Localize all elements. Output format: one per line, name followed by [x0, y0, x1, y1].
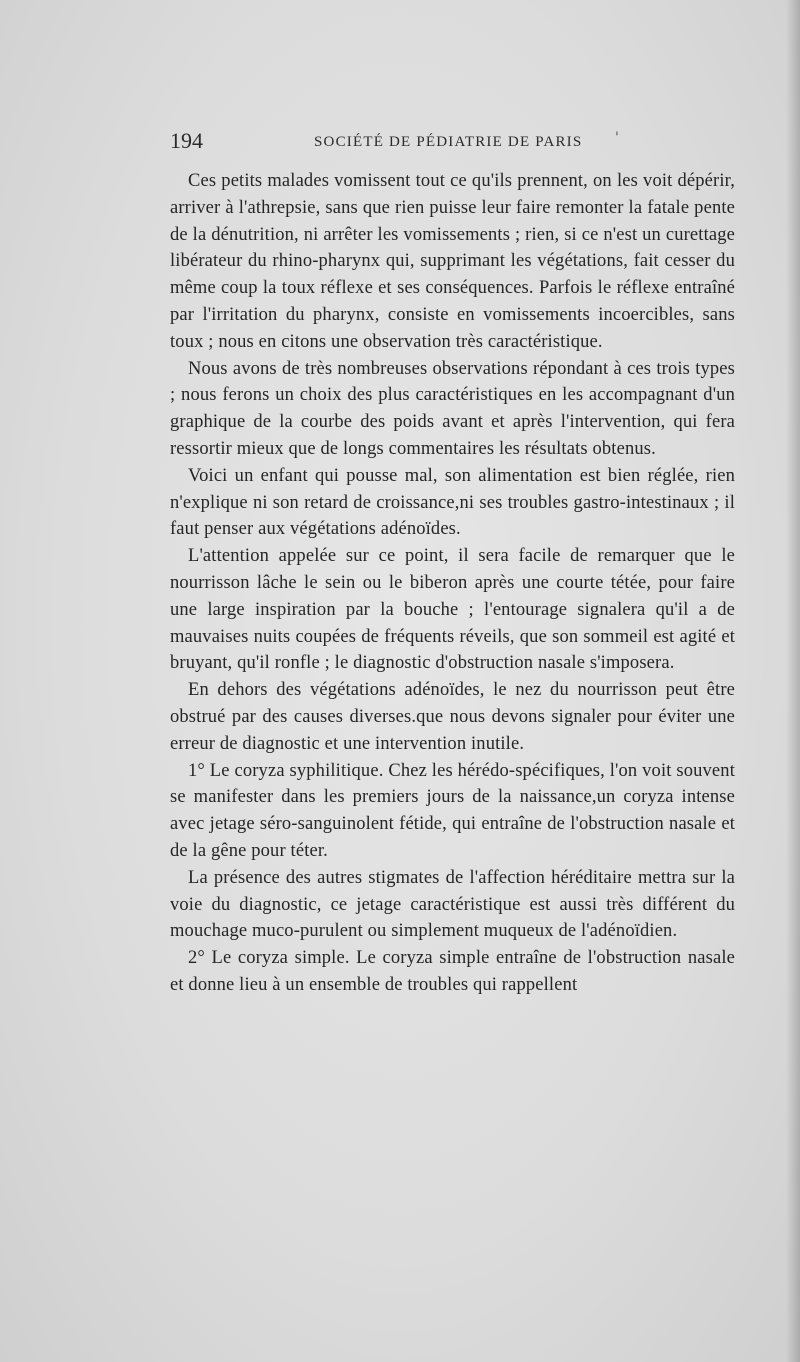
paragraph: L'attention appelée sur ce point, il sera facile de remarquer que le nourrisson lâche le sein ou le biberon après une courte tétée, pour faire une large inspiration par la bouche ; l'entourage signalera qu'il a de mauvaises nuits coupées de fréquents réveils, que son sommeil est agité et bruyant, qu'il ronfle ; le diagnostic d'obstruction nasale s'imposera. [170, 546, 735, 674]
paragraph: Ces petits malades vomissent tout ce qu'ils prennent, on les voit dépérir, arriver à l'athrepsie, sans que rien puisse leur faire remonter la fatale pente de la dénutrition, ni arrêter les vomissements ; rien, si ce n'est un curettage libérateur du rhino-pharynx qui, supprimant les végétations, fait cesser du même coup la toux réflexe et ses conséquences. Parfois le réflexe entraîné par l'irritation du pharynx, consiste en vomissements incoercibles, sans toux ; nous en citons une observation très caractéristique. [170, 171, 735, 352]
paragraph: Nous avons de très nombreuses observations répondant à ces trois types ; nous ferons un choix des plus caractéristiques en les accompagnant d'un graphique de la courbe des poids avant et après l'intervention, qui fera ressortir mieux que de longs commentaires les résultats obtenus. [170, 358, 735, 459]
paragraph: Voici un enfant qui pousse mal, son alimentation est bien réglée, rien n'explique ni son retard de croissance,ni ses troubles gastro-intestinaux ; il faut penser aux végétations adénoïdes. [170, 465, 735, 540]
body-text [170, 168, 735, 999]
paragraph: En dehors des végétations adénoïdes, le nez du nourrisson peut être obstrué par des causes diverses.que nous devons signaler pour éviter une erreur de diagnostic et une intervention inutile. [170, 680, 735, 754]
paragraph: 1° Le coryza syphilitique. Chez les hérédo-spécifiques, l'on voit souvent se manifester dans les premiers jours de la naissance,un coryza intense avec jetage séro-sanguinolent fétide, qui entraîne de l'obstruction nasale et de la gêne pour téter. [170, 760, 735, 861]
paragraph: 2° Le coryza simple. Le coryza simple entraîne de l'obstruction nasale et donne lieu à un ensemble de troubles qui rappellent [170, 948, 735, 995]
running-header [170, 128, 740, 160]
page-edge-shadow [786, 0, 800, 1362]
paragraph: La présence des autres stigmates de l'affection héréditaire mettra sur la voie du diagnostic, ce jetage caractéristique est aussi très différent du mouchage muco-purulent ou simplement muqueux de l'adénoïdien. [170, 867, 735, 942]
page-number: 194 [170, 128, 203, 153]
running-title: SOCIÉTÉ DE PÉDIATRIE DE PARIS [314, 134, 583, 150]
stray-mark: ' [615, 130, 619, 146]
